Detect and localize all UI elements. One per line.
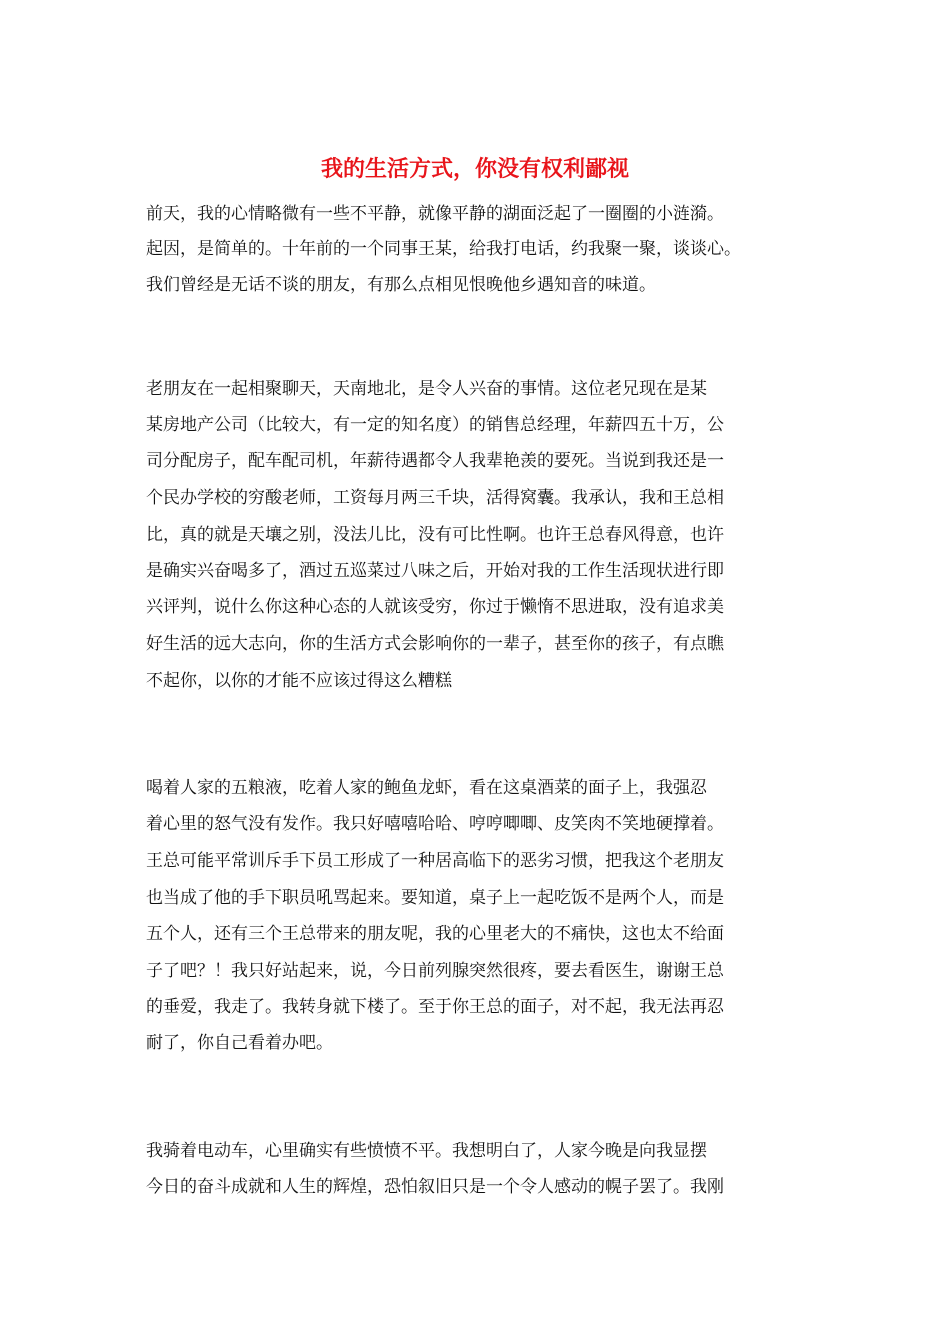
- paragraph-2-line-3: 司分配房子，配车配司机，年薪待遇都令人我辈艳羡的要死。当说到我还是一: [146, 451, 724, 471]
- paragraph-2-line-8: 好生活的远大志向，你的生活方式会影响你的一辈子，甚至你的孩子，有点瞧: [146, 634, 724, 654]
- paragraph-4-line-2: 今日的奋斗成就和人生的辉煌，恐怕叙旧只是一个令人感动的幌子罢了。我刚: [146, 1177, 724, 1197]
- paragraph-1-line-2: 起因，是简单的。十年前的一个同事王某，给我打电话，约我聚一聚，谈谈心。: [146, 239, 741, 259]
- paragraph-2-line-9: 不起你，以你的才能不应该过得这么糟糕: [146, 671, 452, 691]
- paragraph-1-line-3: 我们曾经是无话不谈的朋友，有那么点相见恨晚他乡遇知音的味道。: [146, 275, 656, 295]
- paragraph-3-line-2: 着心里的怒气没有发作。我只好嘻嘻哈哈、哼哼唧唧、皮笑肉不笑地硬撑着。: [146, 814, 724, 834]
- paragraph-3-line-5: 五个人，还有三个王总带来的朋友呢，我的心里老大的不痛快，这也太不给面: [146, 924, 724, 944]
- paragraph-2-line-5: 比，真的就是天壤之别，没法儿比，没有可比性啊。也许王总春风得意，也许: [146, 525, 724, 545]
- paragraph-2-line-2: 某房地产公司（比较大，有一定的知名度）的销售总经理，年薪四五十万，公: [146, 415, 724, 435]
- paragraph-2-line-1: 老朋友在一起相聚聊天，天南地北，是令人兴奋的事情。这位老兄现在是某: [146, 379, 707, 399]
- paragraph-3-line-1: 喝着人家的五粮液，吃着人家的鲍鱼龙虾，看在这桌酒菜的面子上，我强忍: [146, 778, 707, 798]
- paragraph-3-line-6: 子了吧？！我只好站起来，说，今日前列腺突然很疼，要去看医生，谢谢王总: [146, 961, 724, 981]
- paragraph-1-line-1: 前天，我的心情略微有一些不平静，就像平静的湖面泛起了一圈圈的小涟漪。: [146, 204, 724, 224]
- paragraph-2-line-7: 兴评判，说什么你这种心态的人就该受穷，你过于懒惰不思进取，没有追求美: [146, 597, 724, 617]
- document-title: 我的生活方式，你没有权利鄙视: [320, 156, 629, 182]
- paragraph-2-line-6: 是确实兴奋喝多了，酒过五巡菜过八味之后，开始对我的工作生活现状进行即: [146, 561, 724, 581]
- paragraph-2-line-4: 个民办学校的穷酸老师，工资每月两三千块，活得窝囊。我承认，我和王总相: [146, 488, 724, 508]
- paragraph-3-line-7: 的垂爱，我走了。我转身就下楼了。至于你王总的面子，对不起，我无法再忍: [146, 997, 724, 1017]
- paragraph-4-line-1: 我骑着电动车，心里确实有些愤愤不平。我想明白了，人家今晚是向我显摆: [146, 1141, 707, 1161]
- paragraph-3-line-4: 也当成了他的手下职员吼骂起来。要知道，桌子上一起吃饭不是两个人，而是: [146, 888, 724, 908]
- paragraph-3-line-8: 耐了，你自己看着办吧。: [146, 1033, 333, 1053]
- paragraph-3-line-3: 王总可能平常训斥手下员工形成了一种居高临下的恶劣习惯，把我这个老朋友: [146, 851, 724, 871]
